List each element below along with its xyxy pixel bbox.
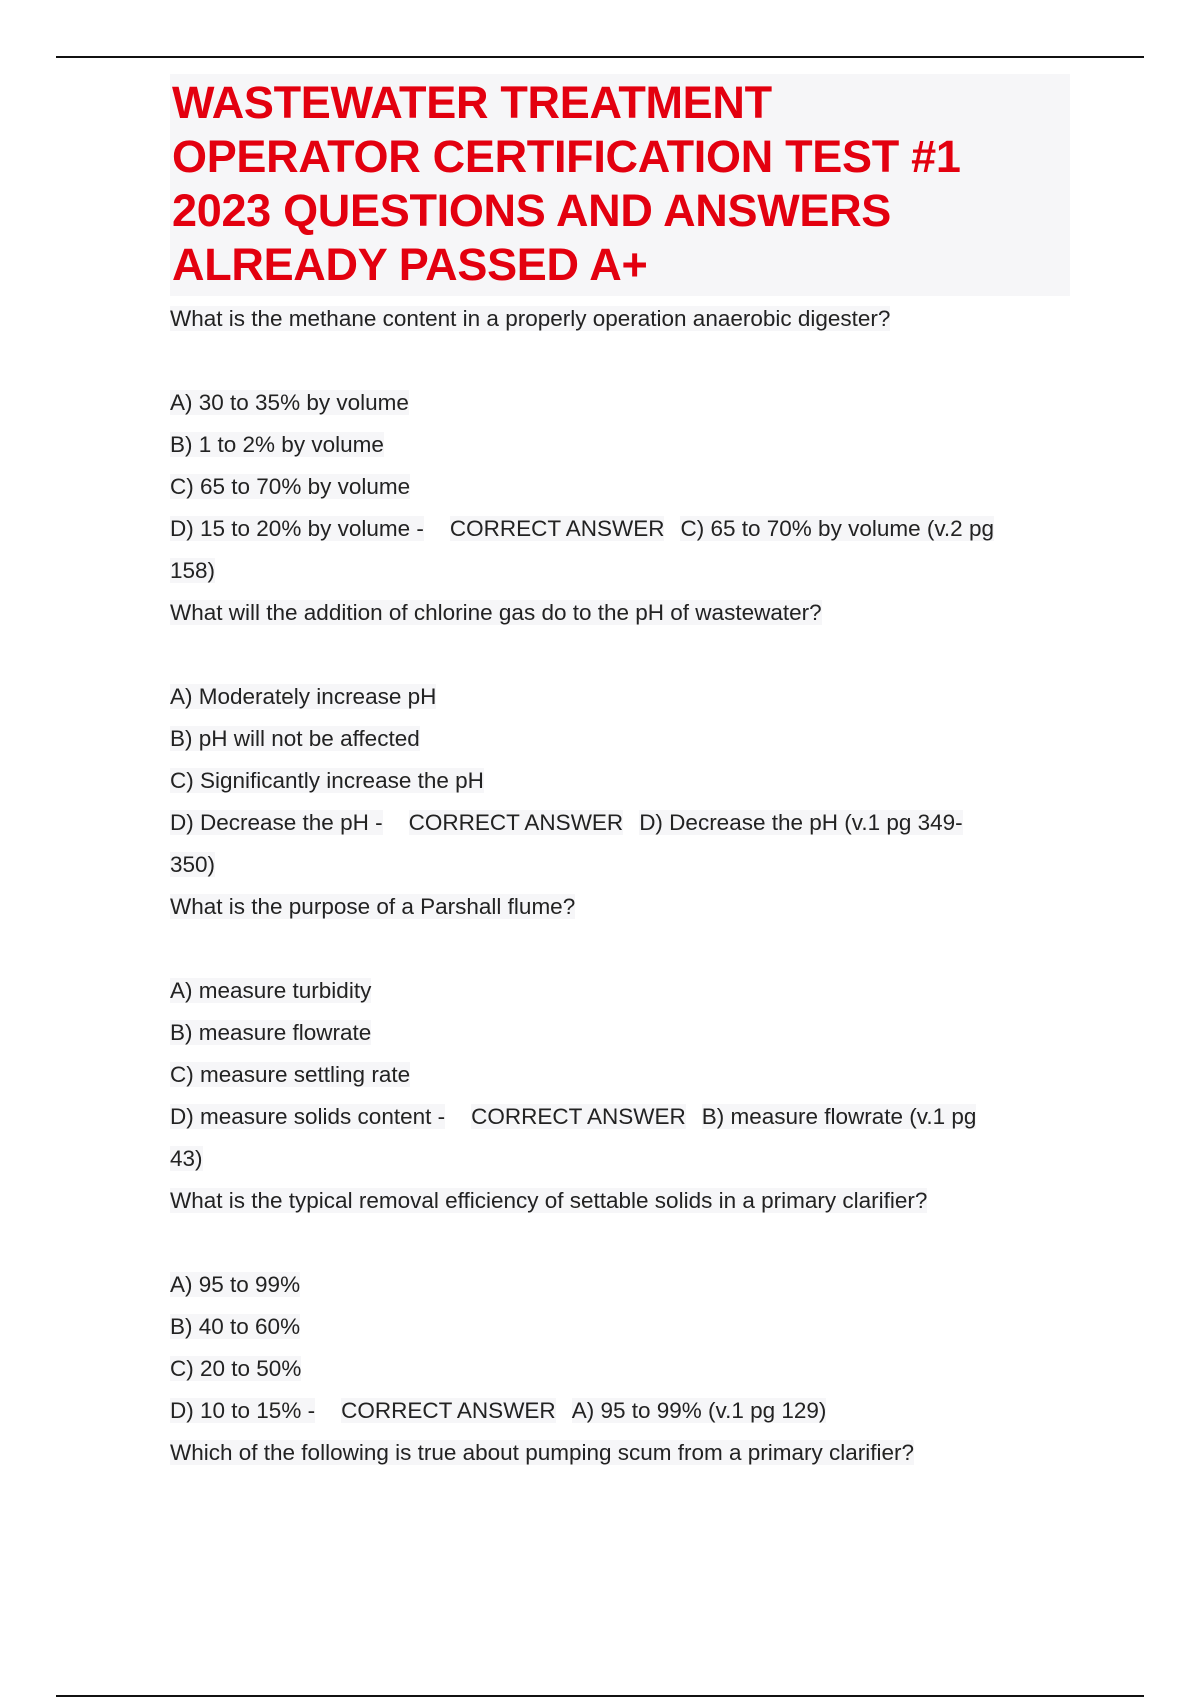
title-line-3: 2023 QUESTIONS AND ANSWERS (172, 185, 892, 236)
correct-answer-text-cont: 43) (170, 1146, 203, 1171)
option-d: D) 10 to 15% - (170, 1398, 316, 1423)
correct-answer-text-cont: 350) (170, 852, 216, 877)
option-b: B) pH will not be affected (170, 726, 420, 751)
document-title (170, 74, 1070, 296)
question-block-1 (170, 298, 1070, 592)
option-d: D) Decrease the pH - (170, 810, 383, 835)
option-b: B) 1 to 2% by volume (170, 432, 384, 457)
title-line-4: ALREADY PASSED A+ (172, 239, 648, 290)
option-d: D) measure solids content - (170, 1104, 446, 1129)
question-text: What will the addition of chlorine gas do to the pH of wastewater? (170, 600, 822, 625)
option-a: A) 30 to 35% by volume (170, 390, 409, 415)
option-d-with-answer (170, 508, 1070, 592)
option-d-with-answer (170, 1096, 1070, 1180)
option-a: A) Moderately increase pH (170, 684, 437, 709)
correct-answer-text-cont: 158) (170, 558, 216, 583)
option-c: C) 65 to 70% by volume (170, 474, 411, 499)
title-line-2: OPERATOR CERTIFICATION TEST #1 (172, 131, 961, 182)
question-text: What is the methane content in a properly operation anaerobic digester? (170, 306, 891, 331)
correct-answer-text: B) measure flowrate (v.1 pg (701, 1104, 977, 1129)
option-a: A) measure turbidity (170, 978, 372, 1003)
correct-answer-label: CORRECT ANSWER (408, 810, 624, 835)
option-d-with-answer (170, 1390, 1070, 1432)
correct-answer-label: CORRECT ANSWER (471, 1104, 686, 1129)
question-text-5: Which of the following is true about pumping scum from a primary clarifier? (170, 1440, 915, 1465)
title-line-1: WASTEWATER TREATMENT (172, 77, 772, 128)
question-block-4 (170, 1180, 1070, 1432)
document-body (170, 74, 1070, 1474)
top-rule (56, 56, 1144, 58)
option-d-with-answer (170, 802, 1070, 886)
option-c: C) 20 to 50% (170, 1356, 302, 1381)
question-block-2 (170, 592, 1070, 886)
option-a: A) 95 to 99% (170, 1272, 301, 1297)
question-text: What is the purpose of a Parshall flume? (170, 894, 576, 919)
correct-answer-text: A) 95 to 99% (v.1 pg 129) (571, 1398, 827, 1423)
option-c: C) Significantly increase the pH (170, 768, 484, 793)
option-b: B) 40 to 60% (170, 1314, 301, 1339)
correct-answer-label: CORRECT ANSWER (341, 1398, 556, 1423)
option-b: B) measure flowrate (170, 1020, 372, 1045)
bottom-rule (56, 1695, 1144, 1697)
correct-answer-text: D) Decrease the pH (v.1 pg 349- (639, 810, 963, 835)
option-c: C) measure settling rate (170, 1062, 411, 1087)
question-text: What is the typical removal efficiency of settable solids in a primary clarifier? (170, 1188, 928, 1213)
correct-answer-label: CORRECT ANSWER (449, 516, 665, 541)
question-block-3 (170, 886, 1070, 1180)
option-d: D) 15 to 20% by volume - (170, 516, 424, 541)
correct-answer-text: C) 65 to 70% by volume (v.2 pg (680, 516, 994, 541)
